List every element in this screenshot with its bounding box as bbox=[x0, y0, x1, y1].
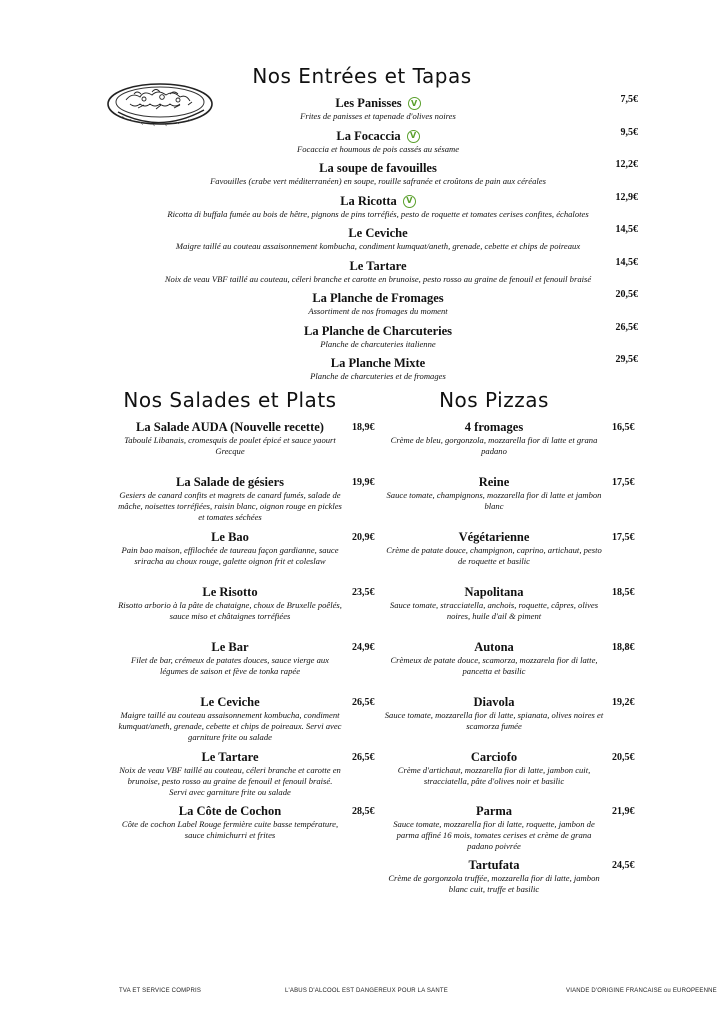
pizza-item bbox=[384, 530, 635, 567]
pizza-name: Végétarienne bbox=[458, 530, 530, 544]
entree-item bbox=[118, 320, 638, 353]
plat-description: Taboulé Libanais, cromesquis de poulet épicé et sauce yaourt Grecque bbox=[124, 435, 336, 456]
plat-description: Pain bao maison, effilochée de taureau façon gardianne, sauce sriracha au choux rouge, galette oignon frit et coleslaw bbox=[121, 545, 339, 566]
entree-name-row bbox=[340, 194, 416, 209]
pizza-price: 21,9€ bbox=[612, 806, 635, 817]
entree-name-row bbox=[349, 259, 406, 274]
entree-name-row bbox=[331, 356, 425, 371]
plat-name: La Salade AUDA (Nouvelle recette) bbox=[136, 420, 324, 434]
entree-price: 20,5€ bbox=[615, 289, 638, 300]
pizza-description: Crème d'artichaut, mozzarella fior di latte, jambon cuit, stracciatella, pâte d'olives noir et basilic bbox=[397, 765, 591, 786]
plat-item bbox=[118, 640, 375, 677]
entree-item bbox=[118, 352, 638, 385]
pizza-price: 16,5€ bbox=[612, 422, 635, 433]
plat-price: 20,9€ bbox=[352, 532, 375, 543]
salades-title: Nos Salades et Plats bbox=[123, 388, 337, 412]
plat-price: 28,5€ bbox=[352, 806, 375, 817]
pizza-item bbox=[384, 585, 635, 622]
plat-name: Le Ceviche bbox=[200, 695, 260, 709]
plat-item bbox=[118, 530, 375, 567]
plat-name: Le Bar bbox=[211, 640, 249, 654]
footer-meat-origin: VIANDE D'ORIGINE FRANCAISE ou EUROPEENNE bbox=[566, 988, 717, 994]
plat-price: 24,9€ bbox=[352, 642, 375, 653]
plat-description: Noix de veau VBF taillé au couteau, céleri branche et carotte en brunoise, pesto rosso au graine de fenouil et fenouil braisé. Servi avec garniture frite ou salade bbox=[119, 765, 341, 797]
plat-item bbox=[118, 420, 375, 457]
entree-price: 29,5€ bbox=[615, 354, 638, 365]
leaf-v-icon: V bbox=[407, 130, 420, 143]
plat-name: La Côte de Cochon bbox=[178, 804, 282, 818]
plat-description: Risotto arborio à la pâte de chataigne, choux de Bruxelle poêlés, sauce miso et châtaignes torréfiées bbox=[118, 600, 342, 621]
entree-item bbox=[118, 190, 638, 223]
pizza-description: Crème de gorgonzola truffée, mozzarella fior di latte, jambon blanc cuit, truffe et basilic bbox=[388, 873, 600, 894]
footer-alcohol-warning: L'ABUS D'ALCOOL EST DANGEREUX POUR LA SANTE bbox=[285, 988, 448, 994]
pizza-description: Sauce tomate, stracciatella, anchois, roquette, câpres, olives noires, huile d'ail & piment bbox=[389, 600, 599, 621]
plat-item bbox=[118, 475, 375, 523]
entree-name: La Ricotta bbox=[340, 193, 397, 208]
pizza-price: 17,5€ bbox=[612, 532, 635, 543]
pizza-price: 19,2€ bbox=[612, 697, 635, 708]
pizza-description: Sauce tomate, mozzarella fior di latte, spianata, olives noires et scamorza fumée bbox=[384, 710, 604, 731]
entree-description: Planche de charcuteries italienne bbox=[320, 338, 436, 349]
entree-description: Planche de charcuteries et de fromages bbox=[310, 371, 446, 381]
plat-item bbox=[118, 585, 375, 622]
entree-price: 7,5€ bbox=[620, 94, 638, 105]
entree-name-row bbox=[312, 291, 443, 306]
plat-item bbox=[118, 750, 375, 798]
pizza-price: 17,5€ bbox=[612, 477, 635, 488]
entree-item bbox=[118, 92, 638, 125]
entree-item bbox=[118, 125, 638, 158]
plat-description: Gesiers de canard confits et magrets de canard fumés, salade de mâche, noisettes torréfiées, raisin blanc, oignon rouge en pickles et tomates séchées bbox=[118, 490, 342, 522]
entree-item bbox=[118, 157, 638, 190]
pizza-name: Diavola bbox=[473, 695, 515, 709]
pizza-item bbox=[384, 695, 635, 732]
entree-name: La soupe de favouilles bbox=[319, 161, 437, 175]
pizza-item bbox=[384, 858, 635, 895]
entree-name: La Focaccia bbox=[336, 128, 401, 143]
plat-name: Le Bao bbox=[211, 530, 249, 544]
pizza-description: Crème de bleu, gorgonzola, mozzarella fior di latte et grana padano bbox=[390, 435, 598, 456]
plat-price: 23,5€ bbox=[352, 587, 375, 598]
entrees-title: Nos Entrées et Tapas bbox=[252, 64, 472, 88]
entree-price: 12,2€ bbox=[615, 159, 638, 170]
pizza-item bbox=[384, 420, 635, 457]
entree-name-row bbox=[304, 324, 452, 339]
pizza-name: Parma bbox=[475, 804, 513, 818]
plat-price: 26,5€ bbox=[352, 697, 375, 708]
plat-item bbox=[118, 695, 375, 743]
pizza-name: Carciofo bbox=[470, 750, 518, 764]
pizza-description: Sauce tomate, champignons, mozzarella fior di latte et jambon blanc bbox=[386, 490, 602, 511]
pizza-item bbox=[384, 640, 635, 677]
footer-tax-note: TVA ET SERVICE COMPRIS bbox=[119, 988, 202, 994]
entree-description: Frites de panisses et tapenade d'olives noires bbox=[300, 111, 456, 121]
pizza-price: 18,5€ bbox=[612, 587, 635, 598]
pizza-name: Napolitana bbox=[464, 585, 524, 599]
entree-description: Noix de veau VBF taillé au couteau, céleri branche et carotte en brunoise, pesto rosso au graine de fenouil et fenouil braisé bbox=[164, 273, 592, 284]
pizza-item bbox=[384, 750, 635, 787]
pizza-description: Sauce tomate, mozzarella fior di latte, roquette, jambon de parma affiné 16 mois, tomates cerises et crème de grana padano poivrée bbox=[393, 819, 595, 851]
pizza-name: 4 fromages bbox=[464, 420, 524, 434]
leaf-v-icon: V bbox=[403, 195, 416, 208]
entree-name: Le Ceviche bbox=[348, 226, 408, 240]
plat-name: Le Tartare bbox=[201, 750, 259, 764]
entree-name-row bbox=[336, 129, 419, 144]
entree-item bbox=[118, 222, 638, 255]
entree-item bbox=[118, 287, 638, 320]
entree-price: 26,5€ bbox=[615, 321, 638, 333]
plat-description: Maigre taillé au couteau assaisonnement kombucha, condiment kumquat/aneth, grenade, cebette et chips de poireaux. Servi avec garniture frite ou salade bbox=[118, 710, 342, 742]
pizza-name: Reine bbox=[478, 475, 510, 489]
plat-price: 26,5€ bbox=[352, 752, 375, 763]
entree-description: Maigre taillé au couteau assaisonnement kombucha, condiment kumquat/aneth, grenade, cebette et chips de poireaux bbox=[175, 241, 581, 251]
pizza-item bbox=[384, 475, 635, 512]
entree-name-row bbox=[319, 161, 437, 176]
entree-name: La Planche de Fromages bbox=[312, 291, 444, 305]
pizza-item bbox=[384, 804, 635, 852]
entree-price: 12,9€ bbox=[615, 191, 638, 203]
entrees-list bbox=[118, 92, 638, 385]
pizza-description: Crèmeux de patate douce, scamorza, mozzarela fior di latte, pancetta et basilic bbox=[390, 655, 598, 676]
entree-price: 9,5€ bbox=[620, 126, 638, 138]
plat-price: 18,9€ bbox=[352, 422, 375, 433]
entree-name: La Planche de Charcuteries bbox=[303, 323, 453, 338]
entree-description: Favouilles (crabe vert méditerranéen) en soupe, rouille safranée et croûtons de pain aux céréales bbox=[210, 176, 546, 186]
entree-name: Les Panisses bbox=[335, 96, 402, 110]
pizza-price: 24,5€ bbox=[612, 860, 635, 871]
entree-item bbox=[118, 255, 638, 288]
pizza-description: Crème de patate douce, champignon, caprino, artichaut, pesto de roquette et basilic bbox=[386, 545, 602, 566]
entree-price: 14,5€ bbox=[615, 256, 638, 268]
entree-name: Le Tartare bbox=[349, 258, 407, 273]
entree-name: La Planche Mixte bbox=[330, 356, 426, 370]
entree-name-row bbox=[348, 226, 407, 241]
plat-price: 19,9€ bbox=[352, 477, 375, 488]
pizza-price: 20,5€ bbox=[612, 752, 635, 763]
entree-description: Assortiment de nos fromages du moment bbox=[308, 306, 448, 316]
leaf-v-icon: V bbox=[408, 97, 421, 110]
entree-description: Focaccia et houmous de pois cassés au sésame bbox=[296, 143, 460, 154]
plat-name: La Salade de gésiers bbox=[176, 475, 284, 489]
entree-description: Ricotta di buffala fumée au bois de hêtre, pignons de pins torréfiés, pesto de roquette et tomates cerises confites, échalotes bbox=[167, 208, 589, 219]
pizza-name: Tartufata bbox=[468, 858, 520, 872]
plat-description: Filet de bar, crémeux de patates douces, sauce vierge aux légumes de saison et fève de tonka rapée bbox=[131, 655, 329, 676]
pizza-price: 18,8€ bbox=[612, 642, 635, 653]
plat-item bbox=[118, 804, 375, 841]
entree-name-row bbox=[335, 96, 420, 111]
pizzas-title: Nos Pizzas bbox=[439, 388, 549, 412]
pizza-name: Autona bbox=[474, 640, 514, 654]
entree-price: 14,5€ bbox=[615, 224, 638, 235]
plat-name: Le Risotto bbox=[202, 585, 258, 599]
plat-description: Côte de cochon Label Rouge fermière cuite basse température, sauce chimichurri et frites bbox=[121, 819, 339, 840]
